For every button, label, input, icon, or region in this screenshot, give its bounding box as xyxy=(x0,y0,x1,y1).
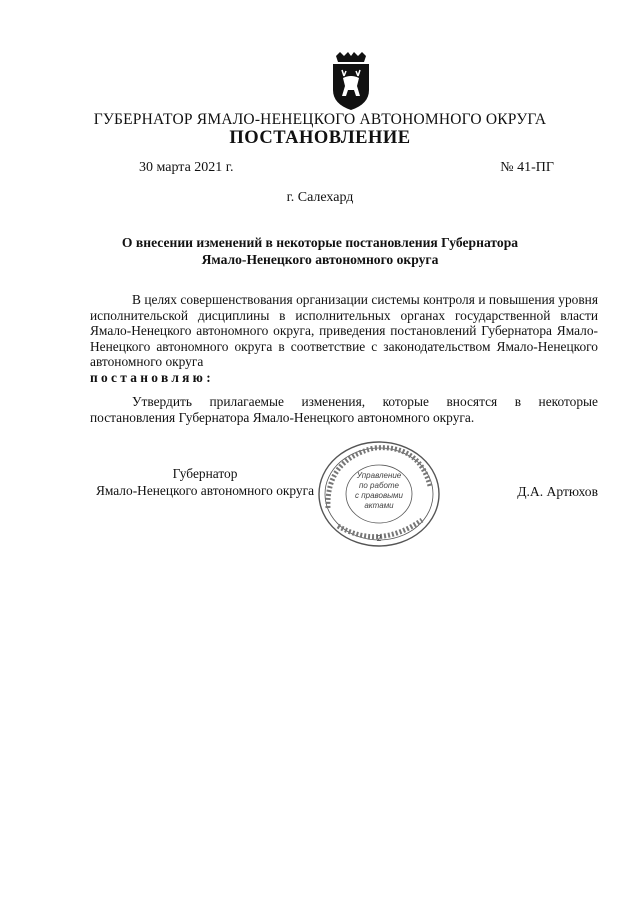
signatory-name: Д.А. Артюхов xyxy=(517,484,598,499)
stamp-text: актами xyxy=(364,501,394,510)
stamp-text: с правовыми xyxy=(355,491,403,500)
document-title xyxy=(100,234,540,268)
document-title-line: О внесении изменений в некоторые постановления Губернатора xyxy=(121,235,519,250)
document-city: г. Салехард xyxy=(286,190,354,205)
document-title-line: Ямало-Ненецкого автономного округа xyxy=(201,252,439,267)
decree-word: постановляю: xyxy=(90,369,214,385)
body-paragraph-text: В целях совершенствования организации системы контроля и повышения уровня исполнительской дисциплины в исполнительных органах государственной власти Ямало-Ненецкого автономного округа, приведения постановлений Губернатора Ямало-Ненецкого автономного округа в соответствие с законодательством Ямало-Ненецкого автономного округа xyxy=(90,292,598,369)
organization-heading: ГУБЕРНАТОР ЯМАЛО-НЕНЕЦКОГО АВТОНОМНОГО ОКРУГА xyxy=(93,111,547,128)
body-paragraph: Утвердить прилагаемые изменения, которые вносятся в некоторые постановления Губернатора Ямало-Ненецкого автономного округа. xyxy=(90,394,598,425)
stamp-number: 2 xyxy=(376,534,382,543)
document-date: 30 марта 2021 г. xyxy=(139,160,234,175)
signatory-position-line: Ямало-Ненецкого автономного округа xyxy=(95,482,315,498)
document-type-heading: ПОСТАНОВЛЕНИЕ xyxy=(229,128,411,148)
yamal-coat-of-arms-icon xyxy=(328,50,374,112)
signatory-position-line: Губернатор xyxy=(172,466,238,481)
signatory-position xyxy=(92,466,318,499)
stamp-text: Управление xyxy=(356,471,402,480)
body-paragraph xyxy=(90,292,598,385)
document-number: № 41-ПГ xyxy=(500,160,554,175)
stamp-text: по работе xyxy=(358,481,400,490)
official-stamp xyxy=(314,438,444,550)
